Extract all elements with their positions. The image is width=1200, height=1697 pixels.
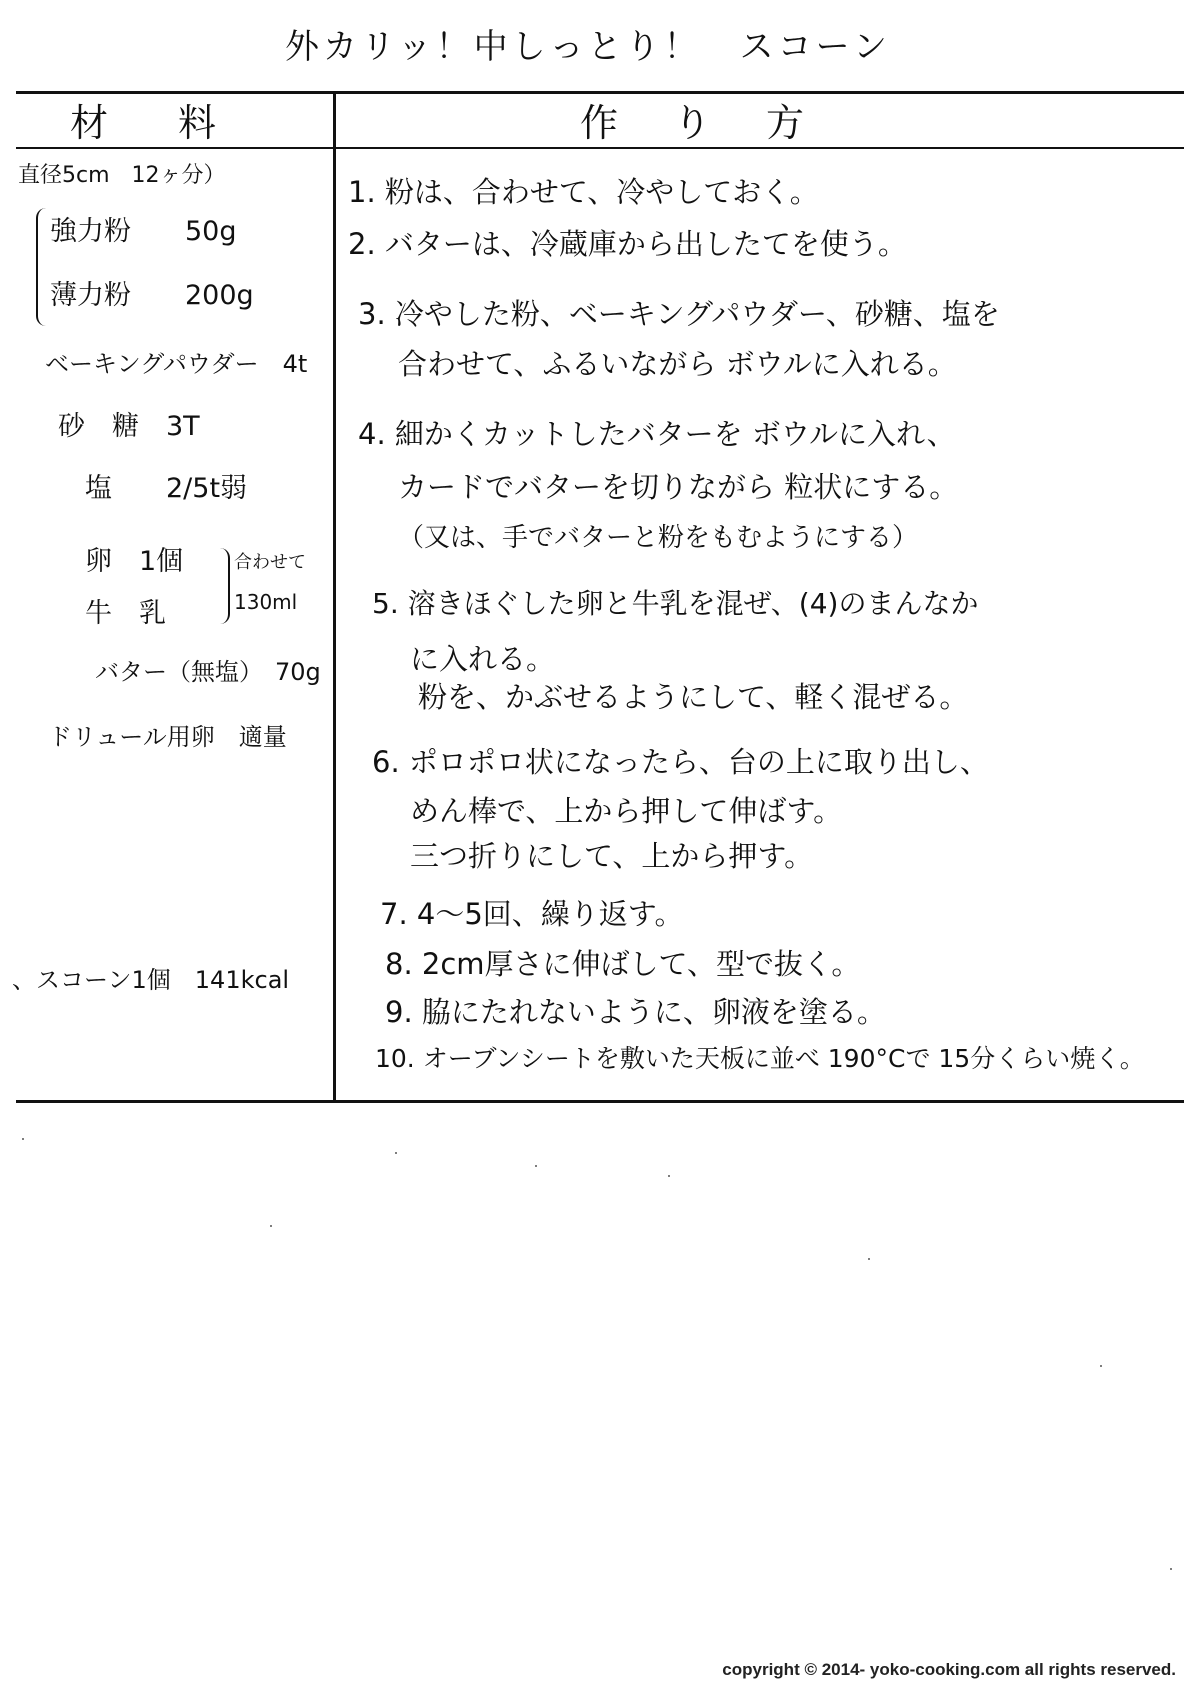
ingredient-egg: 卵 1個	[85, 546, 184, 577]
method-heading: 作り方	[580, 101, 860, 145]
step-line: に入れる。	[410, 642, 556, 676]
calories-per-scone: 、スコーン1個 141kcal	[12, 966, 290, 994]
scan-speck	[668, 1175, 670, 1177]
ingredient-butter: バター（無塩） 70g	[95, 658, 321, 686]
egg-milk-note: 合わせて	[234, 552, 306, 573]
step-line: めん棒で、上から押して伸ばす。	[410, 794, 843, 828]
step-line: カードでバターを切りながら 粒状にする。	[398, 470, 959, 504]
step-line: 5. 溶きほぐした卵と牛乳を混ぜ、(4)のまんなか	[372, 587, 979, 620]
ingredient-milk: 牛 乳	[85, 598, 166, 629]
table-bottom-rule	[16, 1100, 1184, 1103]
scan-speck	[22, 1138, 24, 1140]
ingredient-yield: 直径5cm 12ヶ分）	[18, 163, 226, 188]
scan-speck	[868, 1258, 870, 1260]
step-line: 3. 冷やした粉、ベーキングパウダー、砂糖、塩を	[358, 297, 1000, 331]
egg-milk-bracket	[220, 548, 230, 624]
ingredient-strong-flour: 強力粉 50g	[50, 216, 237, 247]
ingredient-baking-powder: ベーキングパウダー 4t	[45, 350, 308, 378]
step-line: 合わせて、ふるいながら ボウルに入れる。	[398, 347, 957, 381]
step-line: 8. 2cm厚さに伸ばして、型で抜く。	[385, 947, 861, 981]
egg-milk-amount: 130ml	[234, 590, 298, 614]
scan-speck	[270, 1225, 272, 1227]
step-line: 三つ折りにして、上から押す。	[410, 839, 814, 873]
recipe-title: 外カリッ！中しっとり！ スコーン	[285, 27, 891, 67]
step-line: 6. ポロポロ状になったら、台の上に取り出し、	[372, 745, 989, 779]
table-header-rule	[16, 147, 1184, 149]
scan-speck	[395, 1152, 397, 1154]
step-line: 2. バターは、冷蔵庫から出したてを使う。	[348, 227, 907, 261]
step-line: 9. 脇にたれないように、卵液を塗る。	[385, 995, 886, 1029]
ingredient-glaze-egg: ドリュール用卵 適量	[48, 723, 287, 751]
table-top-rule	[16, 91, 1184, 94]
step-line: 4. 細かくカットしたバターを ボウルに入れ、	[358, 417, 956, 451]
ingredient-sugar: 砂 糖 3T	[58, 411, 200, 442]
scan-speck	[1170, 1568, 1172, 1570]
step-line: 1. 粉は、合わせて、冷やしておく。	[348, 175, 819, 209]
flour-bracket	[36, 208, 46, 326]
step-line: （又は、手でバターと粉をもむようにする）	[398, 523, 919, 553]
scan-speck	[535, 1165, 537, 1167]
step-line: 粉を、かぶせるようにして、軽く混ぜる。	[418, 680, 969, 714]
scan-speck	[1100, 1365, 1102, 1367]
copyright-notice: copyright © 2014- yoko-cooking.com all rights reserved.	[722, 1660, 1176, 1679]
ingredients-heading: 材料	[70, 101, 287, 145]
step-line: 7. 4～5回、繰り返す。	[380, 897, 684, 931]
column-divider	[333, 92, 336, 1101]
ingredient-weak-flour: 薄力粉 200g	[50, 280, 254, 311]
step-line: 10. オーブンシートを敷いた天板に並べ 190°Cで 15分くらい焼く。	[375, 1044, 1145, 1073]
ingredient-salt: 塩 2/5t弱	[85, 473, 248, 504]
